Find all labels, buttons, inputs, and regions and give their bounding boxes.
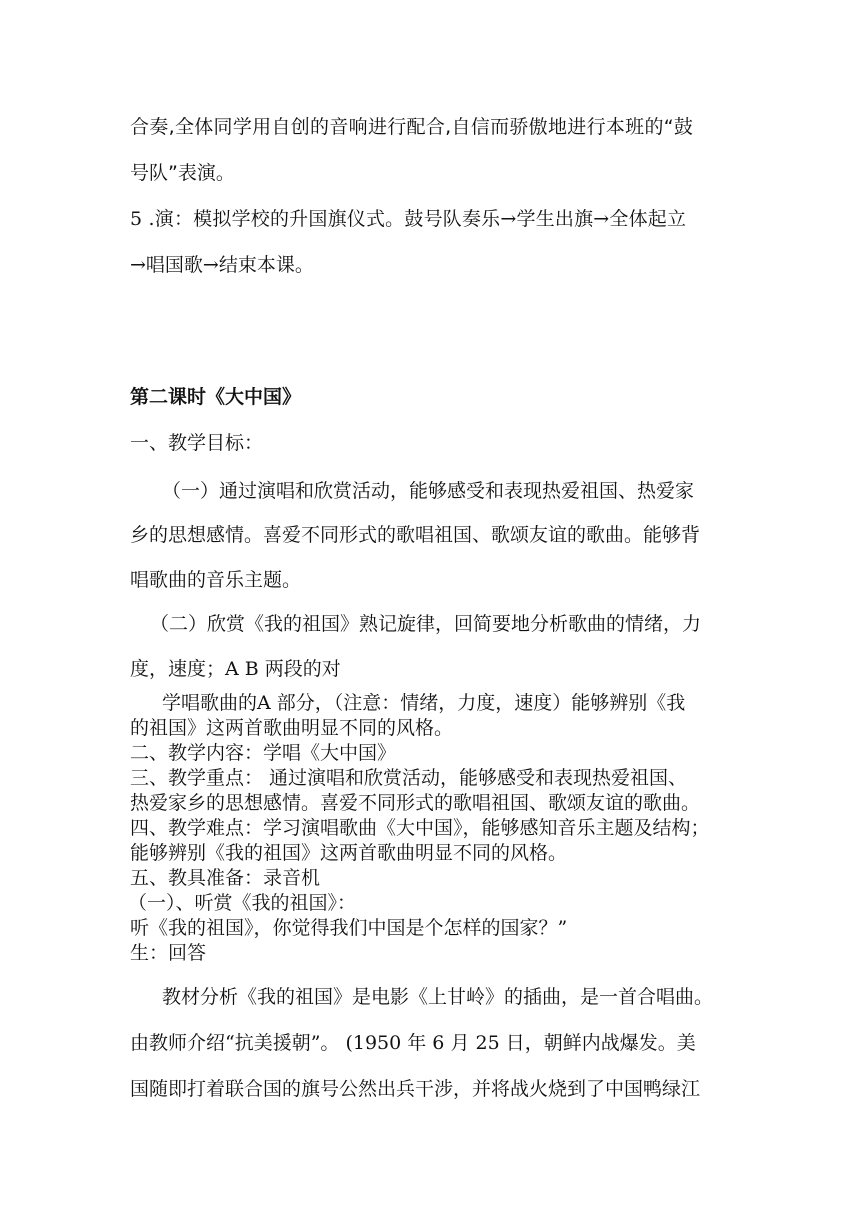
section-heading: 五、教具准备：录音机 [130,867,321,889]
paragraph-line: 的祖国》这两首歌曲明显不同的风格。 [130,717,454,739]
paragraph-line: 学唱歌曲的A 部分，（注意：情绪，力度，速度）能够辨别《我 [162,692,686,714]
paragraph-line: 唱歌曲的音乐主题。 [130,569,302,591]
paragraph-line: 能够辨别《我的祖国》这两首歌曲明显不同的风格。 [130,842,568,864]
paragraph-line: 由教师介绍“抗美援朝”。 (1950 年 6 月 25 日，朝鲜内战爆发。美 [130,1032,696,1054]
paragraph-line: 乡的思想感情。喜爱不同形式的歌唱祖国、歌颂友谊的歌曲。能够背 [130,524,701,546]
paragraph-line: 教材分析《我的祖国》是电影《上甘岭》的插曲，是一首合唱曲。 [162,986,714,1008]
paragraph-line: 合奏,全体同学用自创的音响进行配合,自信而骄傲地进行本班的“鼓 [130,116,694,138]
paragraph-line: 生：回答 [130,942,207,964]
section-heading: 二、教学内容：学唱《大中国》 [130,742,397,764]
paragraph-line: 号队”表演。 [130,162,235,184]
paragraph-line: 度，速度；A B 两段的对 [130,658,341,680]
lesson-heading: 第二课时《大中国》 [130,386,302,408]
paragraph-line: 国随即打着联合国的旗号公然出兵干涉，并将战火烧到了中国鸭绿江 [130,1078,701,1100]
paragraph-line: →唱国歌→结束本课。 [130,254,314,276]
paragraph-line: （一）通过演唱和欣赏活动，能够感受和表现热爱祖国、热爱家 [162,480,695,502]
subsection-heading: （一）、听赏《我的祖国》： [128,892,357,914]
paragraph-line: （二）欣赏《我的祖国》熟记旋律，回简要地分析歌曲的情绪，力 [150,613,702,635]
section-heading: 一、教学目标： [130,432,264,454]
paragraph-line: 听《我的祖国》，你觉得我们中国是个怎样的国家？” [130,917,568,939]
paragraph-line: 5 .演：模拟学校的升国旗仪式。鼓号队奏乐→学生出旗→全体起立 [130,208,687,230]
section-heading: 三、教学重点： 通过演唱和欣赏活动，能够感受和表现热爱祖国、 [130,767,688,789]
paragraph-line: 热爱家乡的思想感情。喜爱不同形式的歌唱祖国、歌颂友谊的歌曲。 [130,792,701,814]
section-heading: 四、教学难点：学习演唱歌曲《大中国》，能够感知音乐主题及结构； [130,817,710,839]
